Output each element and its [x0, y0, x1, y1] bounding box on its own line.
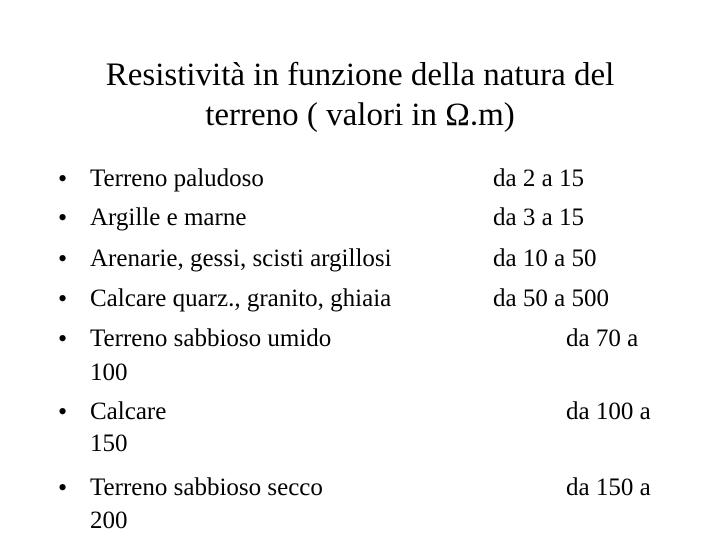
list-item-range: da 70 a: [566, 325, 639, 352]
slide-title: [0, 55, 720, 135]
list-item-range: da 2 a 15: [493, 165, 584, 192]
list-item-range: da 100 a: [566, 398, 651, 425]
list-item-label: Calcare: [90, 398, 167, 425]
list-item-range-end: 100: [90, 359, 128, 386]
bullet-icon: •: [58, 473, 68, 502]
list-item-range-end: 200: [90, 507, 128, 534]
title-line-1: Resistività in funzione della natura del: [105, 57, 615, 93]
list-item-label: Terreno paludoso: [90, 165, 264, 192]
list-item-label: Calcare quarz., granito, ghiaia: [90, 285, 392, 312]
bullet-icon: •: [58, 244, 68, 273]
list-item-label: Arenarie, gessi, scisti argillosi: [90, 245, 392, 272]
bullet-icon: •: [58, 164, 68, 193]
list-item-label: Terreno sabbioso umido: [90, 325, 332, 352]
list-item-range: da 3 a 15: [493, 204, 584, 231]
list-item-range: da 50 a 500: [493, 285, 609, 312]
title-line-2: terreno ( valori in Ω.m): [205, 97, 515, 133]
bullet-icon: •: [58, 284, 68, 313]
bullet-icon: •: [58, 397, 68, 426]
list-item-range: da 10 a 50: [493, 245, 597, 272]
list-item-range-end: 150: [90, 430, 128, 457]
bullet-icon: •: [58, 324, 68, 353]
bullet-icon: •: [58, 203, 68, 232]
list-item-label: Argille e marne: [90, 204, 247, 231]
list-item-range: da 150 a: [566, 474, 651, 501]
list-item-label: Terreno sabbioso secco: [90, 474, 323, 501]
